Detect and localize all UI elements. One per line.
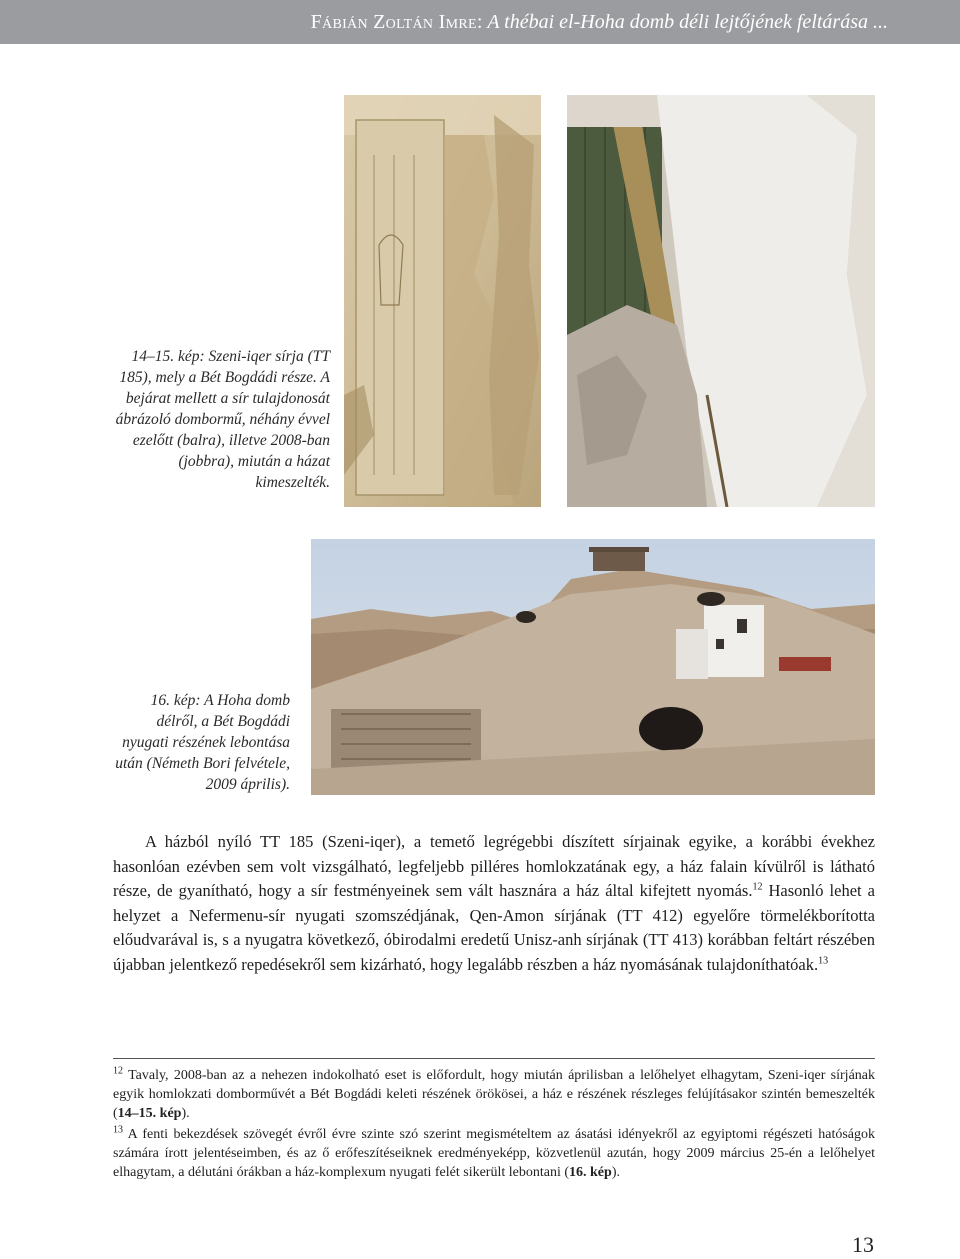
footnote-tail: ). (181, 1106, 190, 1121)
page-number: 13 (852, 1232, 874, 1257)
footnote-divider (113, 1058, 875, 1059)
footnote-number: 13 (113, 1124, 123, 1136)
running-header-text (311, 0, 888, 44)
footnote-13 (113, 1125, 875, 1182)
body-paragraph (113, 830, 875, 977)
footnote-ref-12[interactable]: 12 (752, 881, 763, 893)
header-title: A thébai el-Hoha domb déli lejtőjének feltárása ... (487, 11, 888, 33)
footnote-text: Tavaly, 2008-ban az a nehezen indokolható eset is előfordult, hogy miután áprilisban a lelőhelyet elhagytam, Szeni-iqer sírjának egyik homlokzati domborművét a Bét Bogdádi keleti részének örökösei, a ház e részének részleges felújításakor szintén bemeszelték ( (113, 1068, 875, 1121)
footnote-number: 12 (113, 1065, 123, 1077)
footnote-tail: ). (611, 1165, 620, 1180)
figure-caption-14-15: 14–15. kép: Szeni-iqer sírja (TT 185), mely a Bét Bogdádi része. A bejárat mellett a sír tulajdonosát ábrázoló dombormű, néhány évvel ezelőtt (balra), illetve 2008-ban (jobbra), miután a házat kimeszelték. (115, 348, 330, 491)
footnote-figure-ref: 16. kép (569, 1165, 612, 1180)
relief-after-whitewash-photo (567, 95, 875, 507)
hoha-hill-photo (311, 539, 875, 795)
footnotes (113, 1066, 875, 1184)
footnote-text: A fenti bekezdések szövegét évről évre szinte szó szerint megismételtem az ásatási idényekről az egyiptomi régészeti hatóságok számára írott jelentéseimben, és az ő erőfeszítéseiknek eredményeképp, közvetlenül azután, hogy 2009 március 25-én a lelőhelyet elhagytam, a délutáni órákban a ház-komplexum nyugati felét sikerült lebontani ( (113, 1127, 875, 1180)
footnote-ref-13[interactable]: 13 (818, 955, 829, 966)
figure-caption-16: 16. kép: A Hoha domb délről, a Bét Bogdádi nyugati részének lebontása után (Németh Bori felvétele, 2009 április). (115, 692, 290, 793)
body-text-part-1: A házból nyíló TT 185 (Szeni-iqer), a temető legrégebbi díszített sírjainak egyike, a korábbi évekhez hasonlóan ezévben sem volt vizsgálható, legfeljebb pilléres homlokzatának egy, a ház falain kívülről is látható része, de gyanítható, hogy a sír festményeinek sem vált hasznára a ház által kifejtett nyomás. (113, 832, 875, 900)
running-header (0, 0, 960, 44)
header-author: Fábián Zoltán Imre: (310, 11, 483, 33)
body-text-part-2: Hasonló lehet a helyzet a Nefermenu-sír nyugati szomszédjának, Qen-Amon sírjának (TT 412) egyelőre törmelékborította előudvarával is, s a nyugatra következő, óbirodalmi eredetű Unisz-anh sírjának (TT 413) korábban feltárt részében újabban jelentkező repedésekről sem kizárható, hogy legalább részben a ház nyomásának tulajdoníthatóak. (113, 881, 875, 974)
footnote-figure-ref: 14–15. kép (117, 1106, 182, 1121)
relief-before-whitewash-photo (344, 95, 541, 507)
footnote-12 (113, 1066, 875, 1123)
